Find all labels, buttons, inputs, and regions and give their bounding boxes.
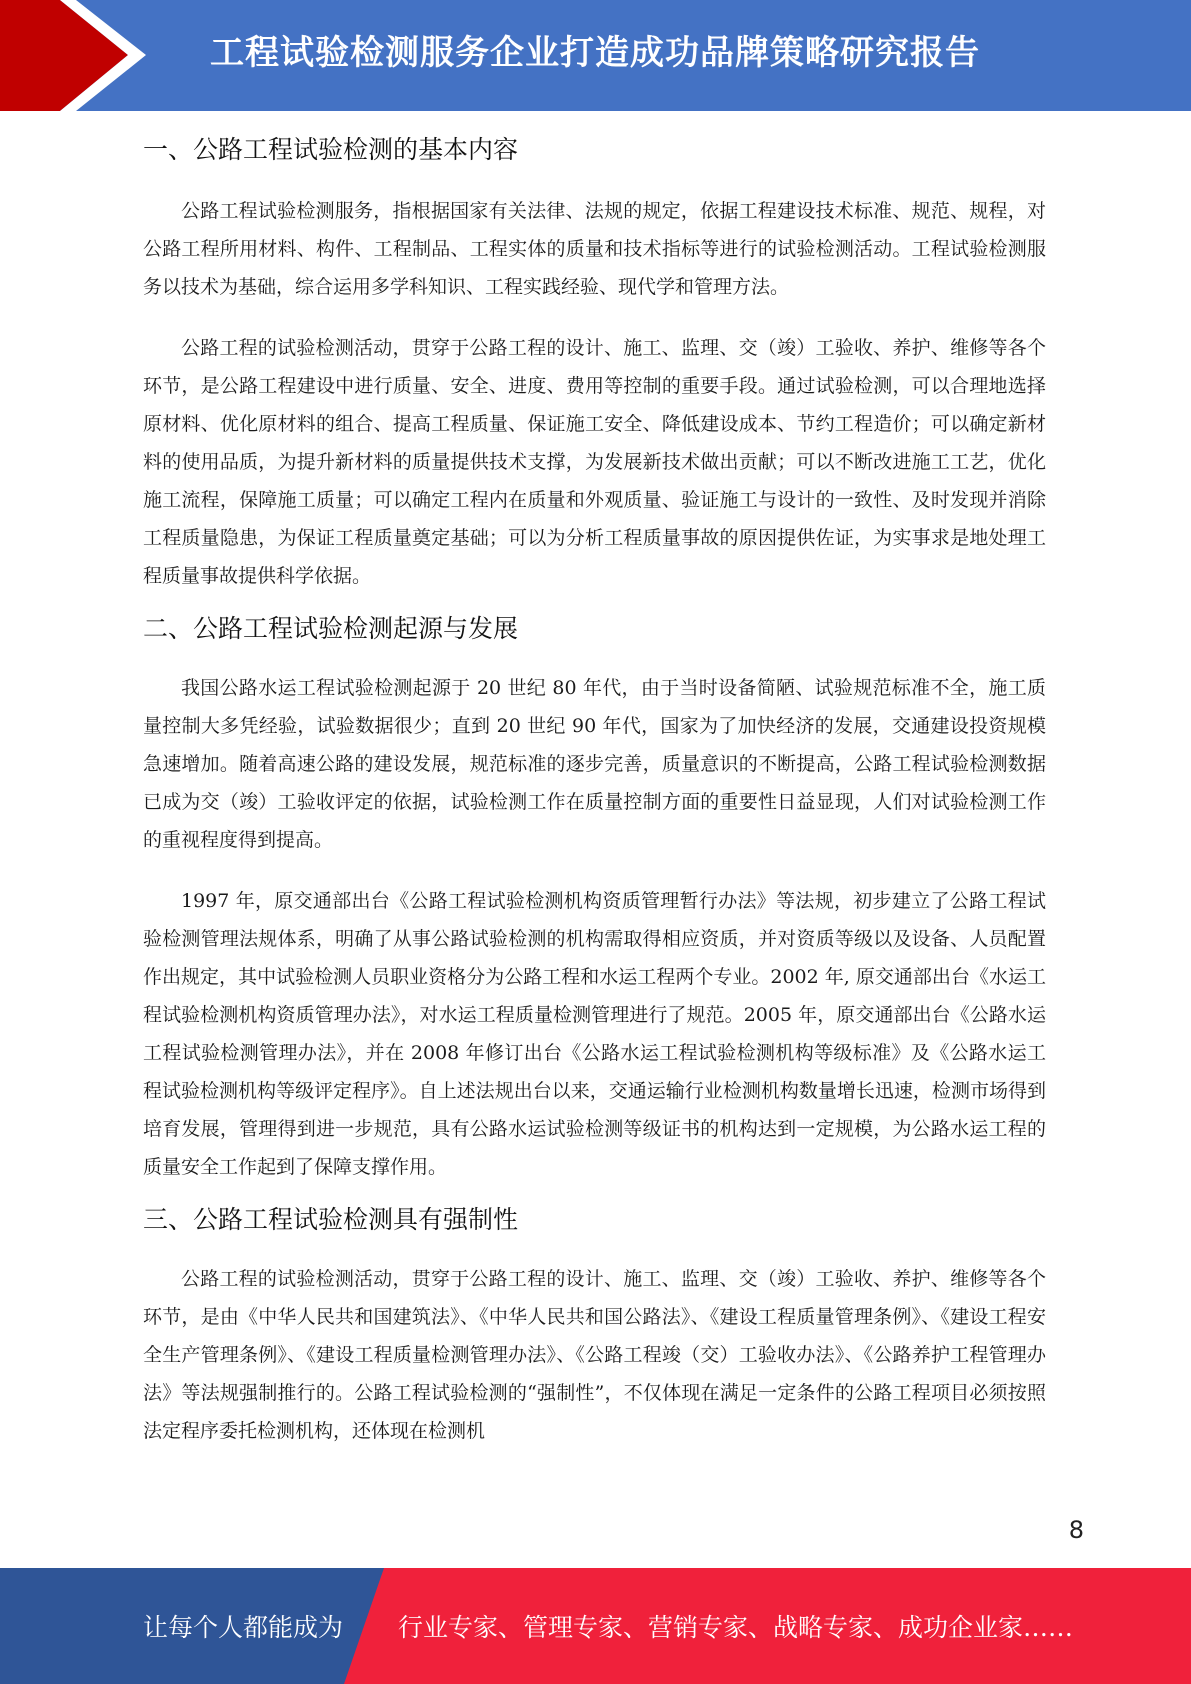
section-heading-2: 二、公路工程试验检测起源与发展 [143,614,519,643]
header-chevron-decoration [0,0,160,111]
header-banner [0,0,1191,111]
document-body [143,128,1046,1450]
page-number: 8 [1068,1516,1084,1544]
section-heading-3: 三、公路工程试验检测具有强制性 [143,1205,519,1234]
footer-slogan-right: 行业专家、管理专家、营销专家、战略专家、成功企业家…… [398,1613,1074,1642]
paragraph-2-2: 1997 年，原交通部出台《公路工程试验检测机构资质管理暂行办法》等法规，初步建立了公路工程试验检测管理法规体系，明确了从事公路试验检测的机构需取得相应资质，并对资质等级以及设备、人员配置作出规定，其中试验检测人员职业资格分为公路工程和水运工程两个专业。2002 年, 原交通部出台《水运工程试验检测机构资质管理办法》，对水运工程质量检测管理进行了规范。2005 年，原交通部出台《公路水运工程试验检测管理办法》，并在 2008 年修订出台《公路水运工程试验检测机构等级标准》及《公路水运工程试验检测机构等级评定程序》。自上述法规出台以来，交通运输行业检测机构数量增长迅速，检测市场得到培育发展，管理得到进一步规范，具有公路水运试验检测等级证书的机构达到一定规模，为公路水运工程的质量安全工作起到了保障支撑作用。 [143,890,1046,1178]
report-title: 工程试验检测服务企业打造成功品牌策略研究报告 [210,33,980,73]
section-heading-1: 一、公路工程试验检测的基本内容 [143,135,519,164]
paragraph-1-2: 公路工程的试验检测活动，贯穿于公路工程的设计、施工、监理、交（竣）工验收、养护、维修等各个环节，是公路工程建设中进行质量、安全、进度、费用等控制的重要手段。通过试验检测，可以合理地选择原材料、优化原材料的组合、提高工程质量、保证施工安全、降低建设成本、节约工程造价；可以确定新材料的使用品质，为提升新材料的质量提供技术支撑，为发展新技术做出贡献；可以不断改进施工工艺，优化施工流程，保障施工质量；可以确定工程内在质量和外观质量、验证施工与设计的一致性、及时发现并消除工程质量隐患，为保证工程质量奠定基础；可以为分析工程质量事故的原因提供佐证，为实事求是地处理工程质量事故提供科学依据。 [143,337,1046,587]
paragraph-3-1: 公路工程的试验检测活动，贯穿于公路工程的设计、施工、监理、交（竣）工验收、养护、维修等各个环节，是由《中华人民共和国建筑法》、《中华人民共和国公路法》、《建设工程质量管理条例》、《建设工程安全生产管理条例》、《建设工程质量检测管理办法》、《公路工程竣（交）工验收办法》、《公路养护工程管理办法》等法规强制推行的。公路工程试验检测的“强制性”，不仅体现在满足一定条件的公路工程项目必须按照法定程序委托检测机构，还体现在检测机 [143,1268,1046,1442]
paragraph-1-1: 公路工程试验检测服务，指根据国家有关法律、法规的规定，依据工程建设技术标准、规范、规程，对公路工程所用材料、构件、工程制品、工程实体的质量和技术指标等进行的试验检测活动。工程试验检测服务以技术为基础，综合运用多学科知识、工程实践经验、现代学和管理方法。 [143,200,1046,298]
paragraph-2-1: 我国公路水运工程试验检测起源于 20 世纪 80 年代，由于当时设备简陋、试验规范标准不全，施工质量控制大多凭经验，试验数据很少；直到 20 世纪 90 年代，国家为了加快经济的发展，交通建设投资规模急速增加。随着高速公路的建设发展，规范标准的逐步完善，质量意识的不断提高，公路工程试验检测数据已成为交（竣）工验收评定的依据，试验检测工作在质量控制方面的重要性日益显现，人们对试验检测工作的重视程度得到提高。 [143,677,1046,851]
footer-slogan-left: 让每个人都能成为 [143,1613,344,1642]
footer-banner [0,1568,1191,1684]
